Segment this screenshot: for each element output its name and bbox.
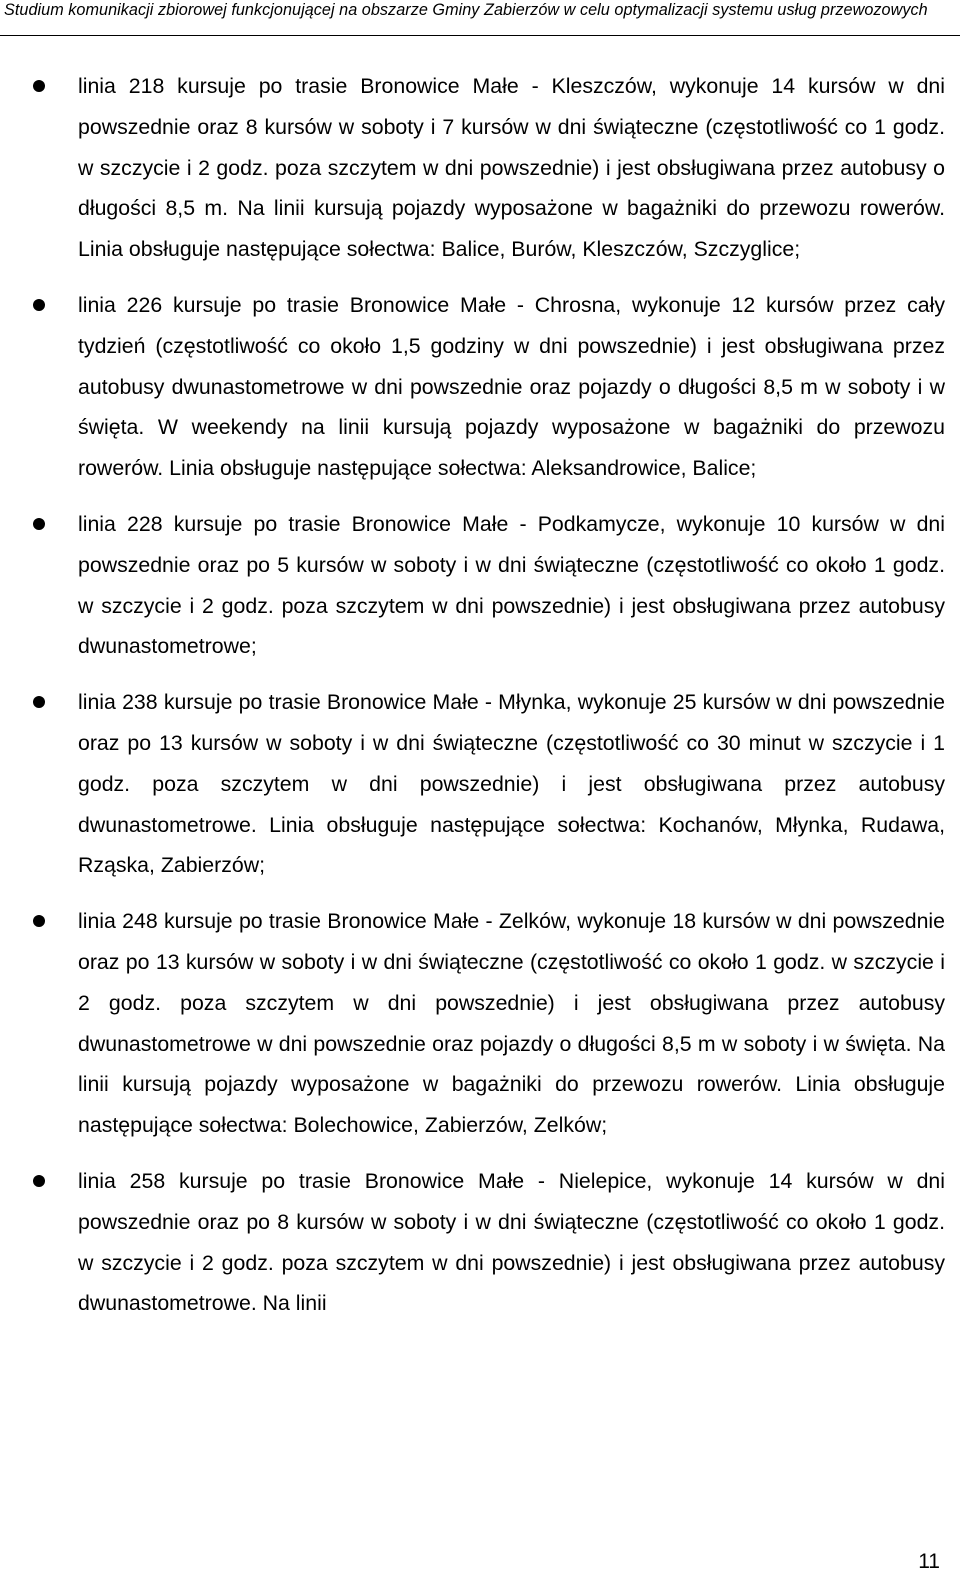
bullet-icon (33, 915, 45, 927)
list-item-line-238 (33, 682, 945, 886)
header-divider (0, 35, 960, 36)
bullet-icon (33, 1175, 45, 1187)
list-item-text: linia 228 kursuje po trasie Bronowice Małe - Podkamycze, wykonuje 10 kursów w dni powszednie oraz po 5 kursów w soboty i w dni świąteczne (częstotliwość co około 1 godz. w szczycie i 2 godz. poza szczytem w dni powszednie) i jest obsługiwana przez autobusy dwunastometrowe; (78, 511, 945, 659)
page-header (0, 0, 960, 36)
bullet-icon (33, 299, 45, 311)
bullet-icon (33, 80, 45, 92)
document-body (33, 66, 945, 1339)
list-item-line-258 (33, 1161, 945, 1324)
bus-lines-list (33, 66, 945, 1324)
list-item-text: linia 218 kursuje po trasie Bronowice Małe - Kleszczów, wykonuje 14 kursów w dni powszednie oraz 8 kursów w soboty i 7 kursów w dni świąteczne (częstotliwość co 1 godz. w szczycie i 2 godz. poza szczytem w dni powszednie) i jest obsługiwana przez autobusy o długości 8,5 m. Na linii kursują pojazdy wyposażone w bagażniki do przewozu rowerów. Linia obsługuje następujące sołectwa: Balice, Burów, Kleszczów, Szczyglice; (78, 74, 945, 262)
page-number: 11 (918, 1550, 940, 1573)
list-item-text: linia 258 kursuje po trasie Bronowice Małe - Nielepice, wykonuje 14 kursów w dni powszednie oraz po 8 kursów w soboty i w dni świąteczne (częstotliwość co około 1 godz. w szczycie i 2 godz. poza szczytem w dni powszednie) i jest obsługiwana przez autobusy dwunastometrowe. Na linii (78, 1168, 945, 1316)
list-item-text: linia 248 kursuje po trasie Bronowice Małe - Zelków, wykonuje 18 kursów w dni powszednie oraz po 13 kursów w soboty i w dni świąteczne (częstotliwość co około 1 godz. w szczycie i 2 godz. poza szczytem w dni powszednie) i jest obsługiwana przez autobusy dwunastometrowe w dni powszednie oraz pojazdy o długości 8,5 m w soboty i w święta. Na linii kursują pojazdy wyposażone w bagażniki do przewozu rowerów. Linia obsługuje następujące sołectwa: Bolechowice, Zabierzów, Zelków; (78, 909, 945, 1138)
list-item-line-248 (33, 901, 945, 1146)
list-item-text: linia 226 kursuje po trasie Bronowice Małe - Chrosna, wykonuje 12 kursów przez cały tydzień (częstotliwość co około 1,5 godziny w dni powszednie) i jest obsługiwana przez autobusy dwunastometrowe w dni powszednie oraz pojazdy o długości 8,5 m w soboty i w święta. W weekendy na linii kursują pojazdy wyposażone w bagażniki do przewozu rowerów. Linia obsługuje następujące sołectwa: Aleksandrowice, Balice; (78, 292, 945, 481)
bullet-icon (33, 518, 45, 530)
bullet-icon (33, 696, 45, 708)
document-title: Studium komunikacji zbiorowej funkcjonującej na obszarze Gminy Zabierzów w celu optymalizacji systemu usług przewozowych (4, 1, 928, 19)
list-item-text: linia 238 kursuje po trasie Bronowice Małe - Młynka, wykonuje 25 kursów w dni powszednie oraz po 13 kursów w soboty i w dni świąteczne (częstotliwość co 30 minut w szczycie i 1 godz. poza szczytem w dni powszednie) i jest obsługiwana przez autobusy dwunastometrowe. Linia obsługuje następujące sołectwa: Kochanów, Młynka, Rudawa, Rząska, Zabierzów; (78, 690, 945, 878)
list-item-line-226 (33, 285, 945, 489)
list-item-line-228 (33, 504, 945, 667)
list-item-line-218 (33, 66, 945, 270)
